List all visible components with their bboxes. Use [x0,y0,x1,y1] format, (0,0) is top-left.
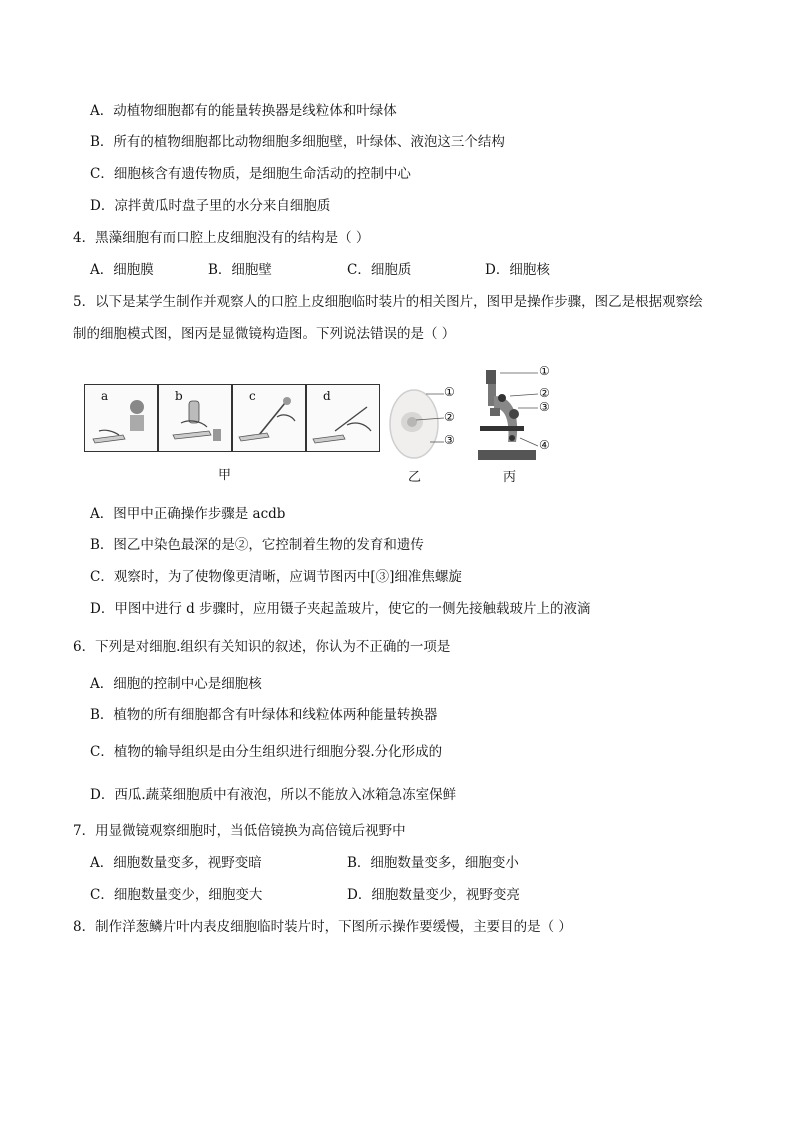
dropper-step-icon [85,385,157,451]
q3-option-c: C．细胞核含有遗传物质，是细胞生命活动的控制中心 [90,166,411,182]
yi-marker-1: ① [444,385,455,399]
panel-letter-a: a [101,389,109,403]
yi-marker-3: ③ [444,433,455,447]
q7-stem: 7．用显微镜观察细胞时，当低倍镜换为高倍镜后视野中 [73,823,406,839]
q6-option-d: D．西瓜.蔬菜细胞质中有液泡，所以不能放入冰箱急冻室保鲜 [90,787,457,803]
q5-stem-line2: 制的细胞模式图，图丙是显微镜构造图。下列说法错误的是（ ） [73,326,456,342]
q4-option-d: D．细胞核 [485,262,550,278]
yi-marker-2: ② [444,410,455,424]
q3-option-d: D．凉拌黄瓜时盘子里的水分来自细胞质 [90,198,331,214]
q5-option-d: D．甲图中进行 d 步骤时，应用镊子夹起盖玻片，使它的一侧先接触载玻片上的液滴 [90,601,591,617]
q5-option-a: A．图甲中正确操作步骤是 acdb [90,506,286,522]
q7-option-a: A．细胞数量变多，视野变暗 [90,855,262,871]
q5-option-b: B．图乙中染色最深的是②，它控制着生物的发育和遗传 [90,537,424,553]
bing-marker-3: ③ [539,400,550,414]
q7-option-c: C．细胞数量变少，细胞变大 [90,887,263,903]
q6-option-c: C．植物的输导组织是由分生组织进行细胞分裂.分化形成的 [90,744,443,760]
panel-letter-c: c [249,389,256,403]
figure-jia-panel-b [158,384,232,452]
figure-label-yi: 乙 [408,470,422,485]
q3-option-b: B．所有的植物细胞都比动物细胞多细胞壁，叶绿体、液泡这三个结构 [90,134,505,150]
figure-jia-panel-d [306,384,380,452]
q7-option-b: B．细胞数量变多，细胞变小 [347,855,519,871]
q7-options-row2 [90,886,610,904]
figure-label-jia: 甲 [218,468,232,483]
q5-figure [84,364,564,485]
q6-option-b: B．植物的所有细胞都含有叶绿体和线粒体两种能量转换器 [90,707,438,723]
pipette-step-icon [233,385,305,451]
q5-option-c: C．观察时，为了使物像更清晰，应调节图丙中[③]细准焦螺旋 [90,569,462,585]
panel-letter-d: d [323,389,331,403]
figure-jia-panel-a [84,384,158,452]
q3-option-a: A．动植物细胞都有的能量转换器是线粒体和叶绿体 [90,103,397,119]
q5-stem-line1: 5．以下是某学生制作并观察人的口腔上皮细胞临时装片的相关图片，图甲是操作步骤，图乙是根据观察绘 [73,294,703,310]
panel-letter-b: b [175,389,183,403]
bing-leader-lines [496,368,540,458]
q7-options-row1 [90,854,610,872]
figure-label-bing: 丙 [503,470,517,485]
bing-marker-4: ④ [539,438,550,452]
q4-stem: 4．黑藻细胞有而口腔上皮细胞没有的结构是（ ） [73,230,370,246]
q4-option-c: C．细胞质 [347,262,412,278]
q6-stem: 6．下列是对细胞.组织有关知识的叙述，你认为不正确的一项是 [73,639,451,655]
yi-leader-lines [416,388,446,448]
coverslip-step-icon [307,385,379,451]
q8-stem: 8．制作洋葱鳞片叶内表皮细胞临时装片时，下图所示操作要缓慢，主要目的是（ ） [73,919,572,935]
q6-option-a: A．细胞的控制中心是细胞核 [90,676,262,692]
bing-marker-1: ① [539,364,550,378]
figure-jia-panel-c [232,384,306,452]
q4-option-a: A．细胞膜 [90,262,154,278]
bing-marker-2: ② [539,386,550,400]
stain-step-icon [159,385,231,451]
q7-option-d: D．细胞数量变少，视野变亮 [347,887,520,903]
q4-option-b: B．细胞壁 [208,262,272,278]
q4-options [90,261,610,279]
